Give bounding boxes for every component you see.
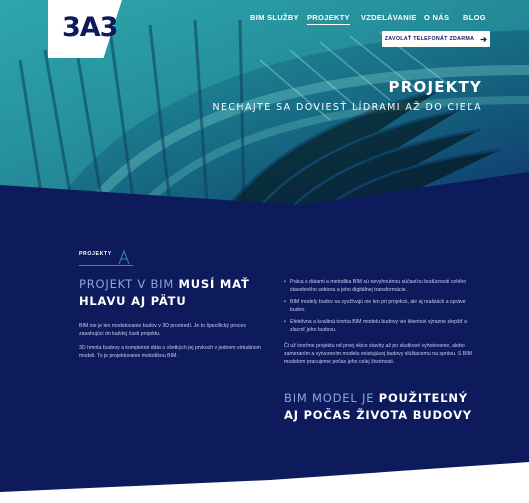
- a-mark-icon: [117, 249, 131, 265]
- section-heading-2: [284, 390, 474, 424]
- nav-o-nas[interactable]: O NÁS: [424, 13, 450, 22]
- list-item: • BIM modely budov sa využívajú nie len pri projekcii, ale aj realizácii a správe budov.: [284, 298, 474, 314]
- list-item: • Práca s dátami a metodika BIM sú nevyhnutnou súčasťou budúcnosti celého stavebného sektora a jeho digitálnej transformácie.: [284, 278, 474, 294]
- nav-bim-sluzby[interactable]: BIM SLUŽBY: [250, 13, 299, 22]
- nav-vzdelavanie[interactable]: VZDELÁVANIE: [361, 13, 417, 22]
- nav-blog[interactable]: BLOG: [463, 13, 486, 22]
- benefits-list: [284, 278, 474, 338]
- logo-text[interactable]: 3A3: [62, 12, 118, 43]
- page-subtitle: NECHAJTE SA DOVIESŤ LÍDRAMI AŽ DO CIEĽA: [212, 102, 482, 113]
- page-title: PROJEKTY: [388, 78, 482, 96]
- intro-paragraph-1: BIM nie je len modelovanie budov v 3D prostredí. Je to špecifický proces zasahujúci do každej časti projektu.: [79, 323, 246, 338]
- list-item: • Efektívna a kvalitná tvorba BIM modelu budovy vie klientovi výrazne zlepšiť a zlacniť jeho budovu.: [284, 318, 474, 334]
- heading-1-light: PROJEKT V BIM: [79, 277, 179, 291]
- call-button[interactable]: [382, 31, 490, 47]
- intro-paragraph-2: 3D hmota budovy a kompletné dáta o všetkých jej prvkoch v jednom virtuálnom modeli. To je projektovanie metodikou BIM.: [79, 345, 261, 360]
- heading-2-bold-1: POUŽITEĽNÝ: [378, 391, 468, 405]
- heading-1-bold-2: HLAVU AJ PÄTU: [79, 294, 187, 308]
- breadcrumb[interactable]: PROJEKTY: [79, 251, 112, 257]
- section-divider: [0, 440, 529, 503]
- heading-2-light: BIM MODEL JE: [284, 391, 379, 405]
- call-button-label: ZAVOLAŤ TELEFONÁT ZDARMA: [384, 36, 475, 42]
- heading-2-bold-2: AJ POČAS ŽIVOTA BUDOVY: [284, 408, 472, 422]
- hero-banner: [0, 0, 529, 250]
- arrow-right-icon: ➔: [480, 34, 488, 44]
- heading-1-bold-1: MUSÍ MAŤ: [178, 277, 250, 291]
- projects-paragraph: Či už tvoríme projektu od prvej skice stavby až po skutkové vyhotovenie, alebo zameraním a vytvorením modelu existujúcej budovy slúžiacemu na správu. S BIM modelom pracujeme počas jeho celej životnosti.: [284, 343, 472, 366]
- nav-projekty[interactable]: PROJEKTY: [307, 13, 350, 25]
- breadcrumb-underline: [79, 265, 133, 266]
- section-heading-1: [79, 276, 259, 310]
